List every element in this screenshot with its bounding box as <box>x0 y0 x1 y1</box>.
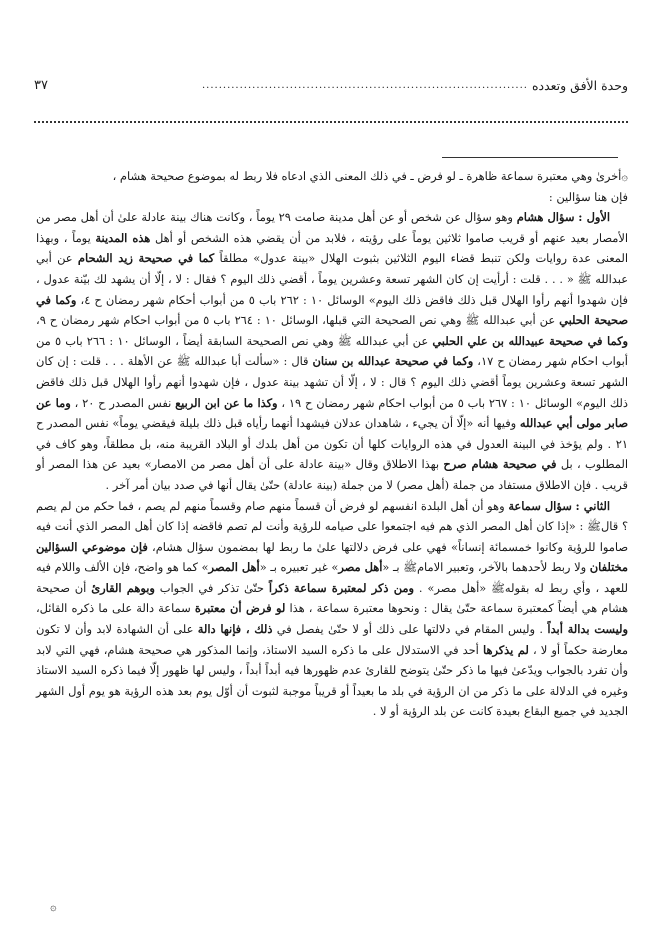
running-header <box>34 74 628 96</box>
paragraph-second-question: الثاني : سؤال سماعة وهو أن أهل البلدة انفسهم لو فرض أن قسماً منهم صام وقسماً منهم لم يصم ، فما حكم من لم يصم ؟ قالﷺ : «إذا كان أهل المصر الذي هم فيه اجتمعوا على صيامه للرؤية وأنت لم تصم فاقضه إذا كان أهل المصر الذي أنت فيه صاموا للرؤية وكانوا خمسمائة إنساناً» فهي على فرض دلالتها علىٰ ما ربط لها بمضمون سؤال هشام، فإن موضوعي السؤالين مختلفان ولا ربط لأحدهما بالآخر، وتعبير الامامﷺ بـ «أهل مصر» غير تعبيره بـ «أهل المصر» كما هو واضح، فإن الألف واللام فيه للعهد ، وأي ربط له بقولهﷺ «أهل مصر» . ومن ذكر لمعتبرة سماعة ذكراً حتّىٰ تذكر في الجواب وبوهم القارئ أن صحيحة هشام هي أيضاً كمعتبرة سماعة حتّىٰ يقال : ونحوها معتبرة سماعة ، هذا لو فرض أن معتبرة سماعة دالة على ما ذكره القائل، وليست بدالة أبداً . وليس المقام في دلالتها على ذلك أو لا حتّىٰ يفصل في ذلك ، فإنها دالة على أن الشهادة لابد وأن لا تكون معارضة حكماً أو لا ، لم يذكرها أحد في الاستدلال على ما ذكره السيد الاستاذ، وإنما المذكور هي صحيحة هشام، فهي التي لابد وأن تفرد بالجواب ويدّعىٰ فيها ما ذكر حتّىٰ يتوضح للقارئ عدم ظهورها فيه أبداً أبداً ، وليس لها ظهور إلّا فيما ذكره السيد الاستاذ وغيره في الدلالة على ما ذكر من ان الرؤية في بلد ما بعيداً أو قريباً موجبة لثبوت أن أوّل يوم بعد هذه الرؤية هو يوم أول الشهر الجديد في جميع البقاع بعيدة كانت عن بلد الرؤية أو لا . <box>36 498 629 719</box>
header-title: وحدة الأفق وتعدده <box>531 77 628 93</box>
paragraph-two-questions: فإن هنا سؤالين : <box>548 189 628 204</box>
second-label: الثاني : <box>575 498 610 513</box>
first-label: الأول : <box>578 210 611 225</box>
ornament-mark: ۞ <box>50 900 57 913</box>
header-leader-dots: .............................................................................. <box>202 79 528 91</box>
paragraph-intro: ۞أخرىٰ وهي معتبرة سماعة ظاهرة ـ لو فرض ـ في ذلك المعنى الذي ادعاه فلا ربط له بموضوع صحيحة هشام ، <box>112 169 628 183</box>
dotted-separator <box>34 121 628 123</box>
footnote-rule <box>442 157 618 158</box>
footnote-body <box>36 166 628 722</box>
paragraph-first-question: الأول : سؤال هشام وهو سؤال عن شخص أو عن أهل مدينة صامت ٢٩ يوماً ، وكانت هناك بينة عادلة علىٰ أن أهل مصر من الأمصار بعيد عنهم أو قريب صاموا ثلاثين يوماً على رؤيته ، فلابد من أن يقضي هذه الشخص أو أهل هذه المدينة يوماً ، وبهذا المعنى عدة روايات ولكن تنبط قضاء اليوم الثلاثين بثبوت الهلال «بينة عدول» مطلقاً كما في صحيحة زيد الشحام عن أبي عبدالله ﷺ « . . . قلت : أرأيت إن كان الشهر تسعة وعشرين يوماً ، أقضي ذلك اليوم ؟ فقال : لا ، إلّا أن يشهد لك بيّنة عدول ، فإن شهدوا أنهم رأوا الهلال قبل ذلك فاقض ذلك اليوم» الوسائل ١٠ : ٢٦٢ باب ٥ من أبواب أحكام شهر رمضان ح ٤، وكما في صحيحة الحلبي عن أبي عبدالله ﷺ وهي نص الصحيحة التي قبلها، الوسائل ١٠ : ٢٦٤ باب ٥ من أبواب احكام شهر رمضان ح ٩، وكما في صحيحة عبيدالله بن علي الحلبي عن أبي عبدالله ﷺ وهي نص الصحيحة السابقة أيضاً ، الوسائل ١٠ : ٢٦٦ باب ٥ من أبواب احكام شهر رمضان ح ١٧، وكما في صحيحة عبدالله بن سنان قال : «سألت أبا عبدالله ﷺ عن الأهلة . . . قلت : إن كان الشهر تسعة وعشرين يوماً أقضي ذلك اليوم ؟ قال : لا ، إلّا أن تشهد بينة عدول ، فإن شهدوا أنهم رأوا الهلال قبل ذلك فاقض ذلك اليوم» الوسائل ١٠ : ٢٦٧ باب ٥ من أبواب احكام شهر رمضان ح ١٩ ، وكذا ما عن ابن الربيع نفس المصدر ح ٢٠ ، وما عن صابر مولى أبي عبدالله وفيها أنه «إلّا أن يجيء ، شاهدان عدلان فيشهدا أنهما رأياه قبل ذلك بليلة فيقضي يوماً» نفس المصدر ح ٢١ . ولم يؤخذ في البينة العدول في هذه الروايات كلها أن تكون من أهل بلدك أو البلاد القريبة منه، بل مطلقاً، وهو كاف في المطلوب ، بل في صحيحة هشام صرح بهذا الاطلاق وقال «بينة عادلة على أن أهل مصر من الامصار» بعيد عن هذا المصر أو قريب . فإن الاطلاق مستفاد من جملة (أهل مصر) لا من جملة (بينة عادلة) حتّىٰ يقال أنها في صدد بيان أمر آخر . <box>36 210 628 492</box>
page-number: ٣٧ <box>34 77 48 93</box>
